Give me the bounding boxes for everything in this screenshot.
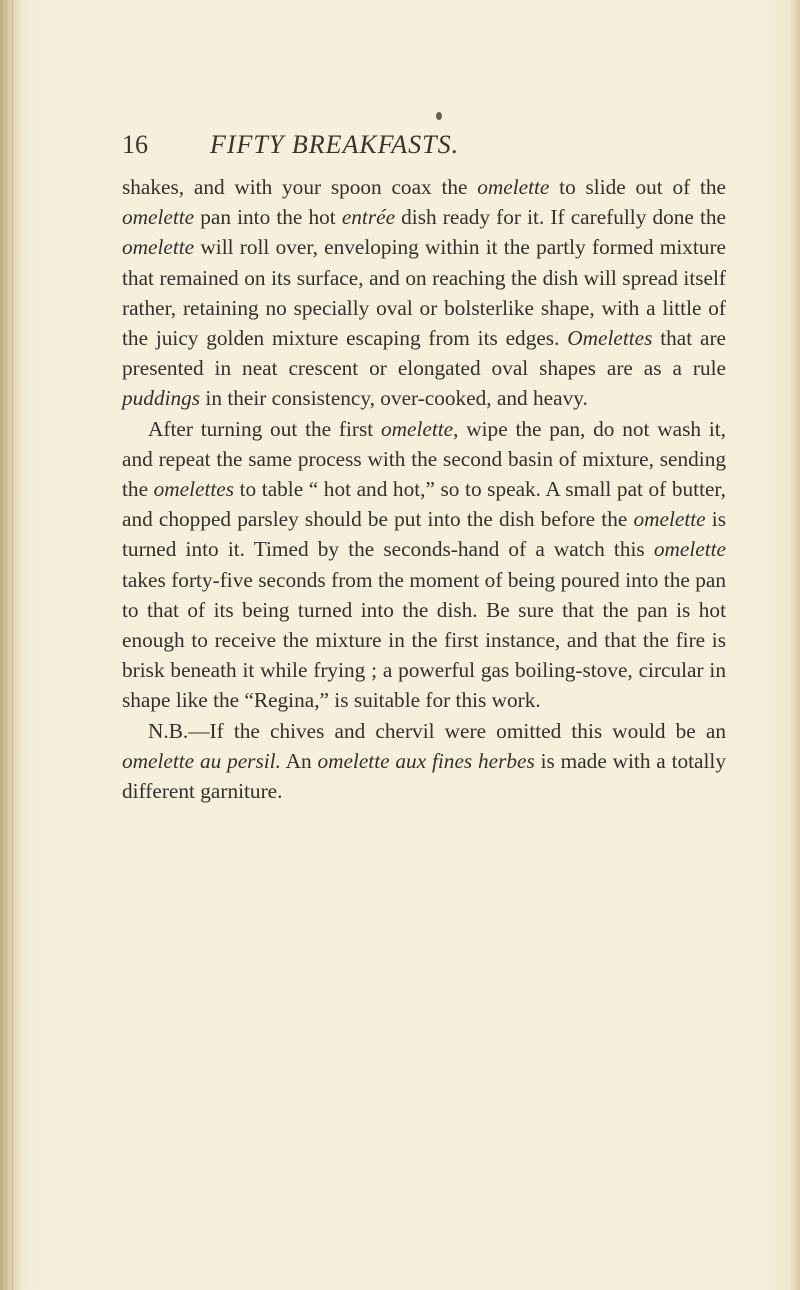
paragraph (122, 414, 726, 716)
italic-run: entrée (341, 205, 396, 230)
italic-run: omelette (653, 537, 726, 562)
text-run: to slide out of the (549, 175, 726, 199)
italic-run: puddings (122, 386, 201, 411)
text-run: in their consistency, over-cooked, and heavy. (200, 386, 588, 411)
text-run: , wipe the pan, do not wash it, and repeat the same process with the second basin of mixture, sending the (122, 416, 726, 502)
paragraph-continued (122, 172, 726, 414)
italic-run: omelette aux fines herbes (317, 748, 535, 773)
italic-run: omelette (381, 416, 454, 441)
text-run: will roll over, enveloping within it the partly formed mixture that remained on its surface, and on reaching the dish will spread itself rather, retaining no specially oval or bolsterlike shape, with a little of the juicy golden mixture escaping from its edges. (122, 235, 726, 351)
gutter-line (6, 0, 7, 1290)
text-run: dish ready for it. If carefully done the (395, 205, 727, 230)
text-run: is turned into it. Timed by the seconds-hand of a watch this (122, 507, 726, 562)
ink-speck (436, 112, 442, 120)
italic-run: Omelettes (567, 326, 653, 351)
text-run: to table “ hot and hot,” so to speak. A small pat of butter, and chopped parsley should be put into the dish before the (122, 477, 726, 532)
italic-run: omelettes (153, 477, 235, 502)
gutter-line (12, 0, 13, 1290)
text-run: N.B.—If the chives and chervil were omitted this would be an (148, 718, 726, 743)
running-head (122, 130, 722, 164)
italic-run: omelette (633, 507, 706, 532)
italic-run: omelette au persil. (122, 748, 281, 773)
text-run: that are presented in neat crescent or elongated oval shapes are as a rule (122, 326, 726, 381)
italic-run: omelette (122, 235, 195, 260)
paragraph-note (122, 716, 726, 807)
text-run: After turning out the first (148, 416, 381, 441)
italic-run: omelette (477, 175, 550, 199)
text-run: pan into the hot (194, 205, 342, 230)
text-run: is made with a totally different garniture. (122, 748, 726, 804)
text-run: shakes, and with your spoon coax the (122, 175, 478, 199)
text-run: An (280, 748, 318, 773)
italic-run: omelette (122, 205, 195, 230)
page-number: 16 (122, 130, 148, 159)
gutter-shadow (0, 0, 22, 1290)
text-run: takes forty-five seconds from the moment of being poured into the pan to that of its being turned into the dish. Be sure that the pan is hot enough to receive the mixture in the first instance, and that the fire is brisk beneath it while frying ; a powerful gas boiling-stove, circular in shape like the “Regina,” is suitable for this work. (122, 567, 726, 713)
running-title: FIFTY BREAKFASTS. (210, 130, 460, 159)
page-edge-shadow (790, 0, 800, 1290)
body-text (122, 172, 726, 806)
